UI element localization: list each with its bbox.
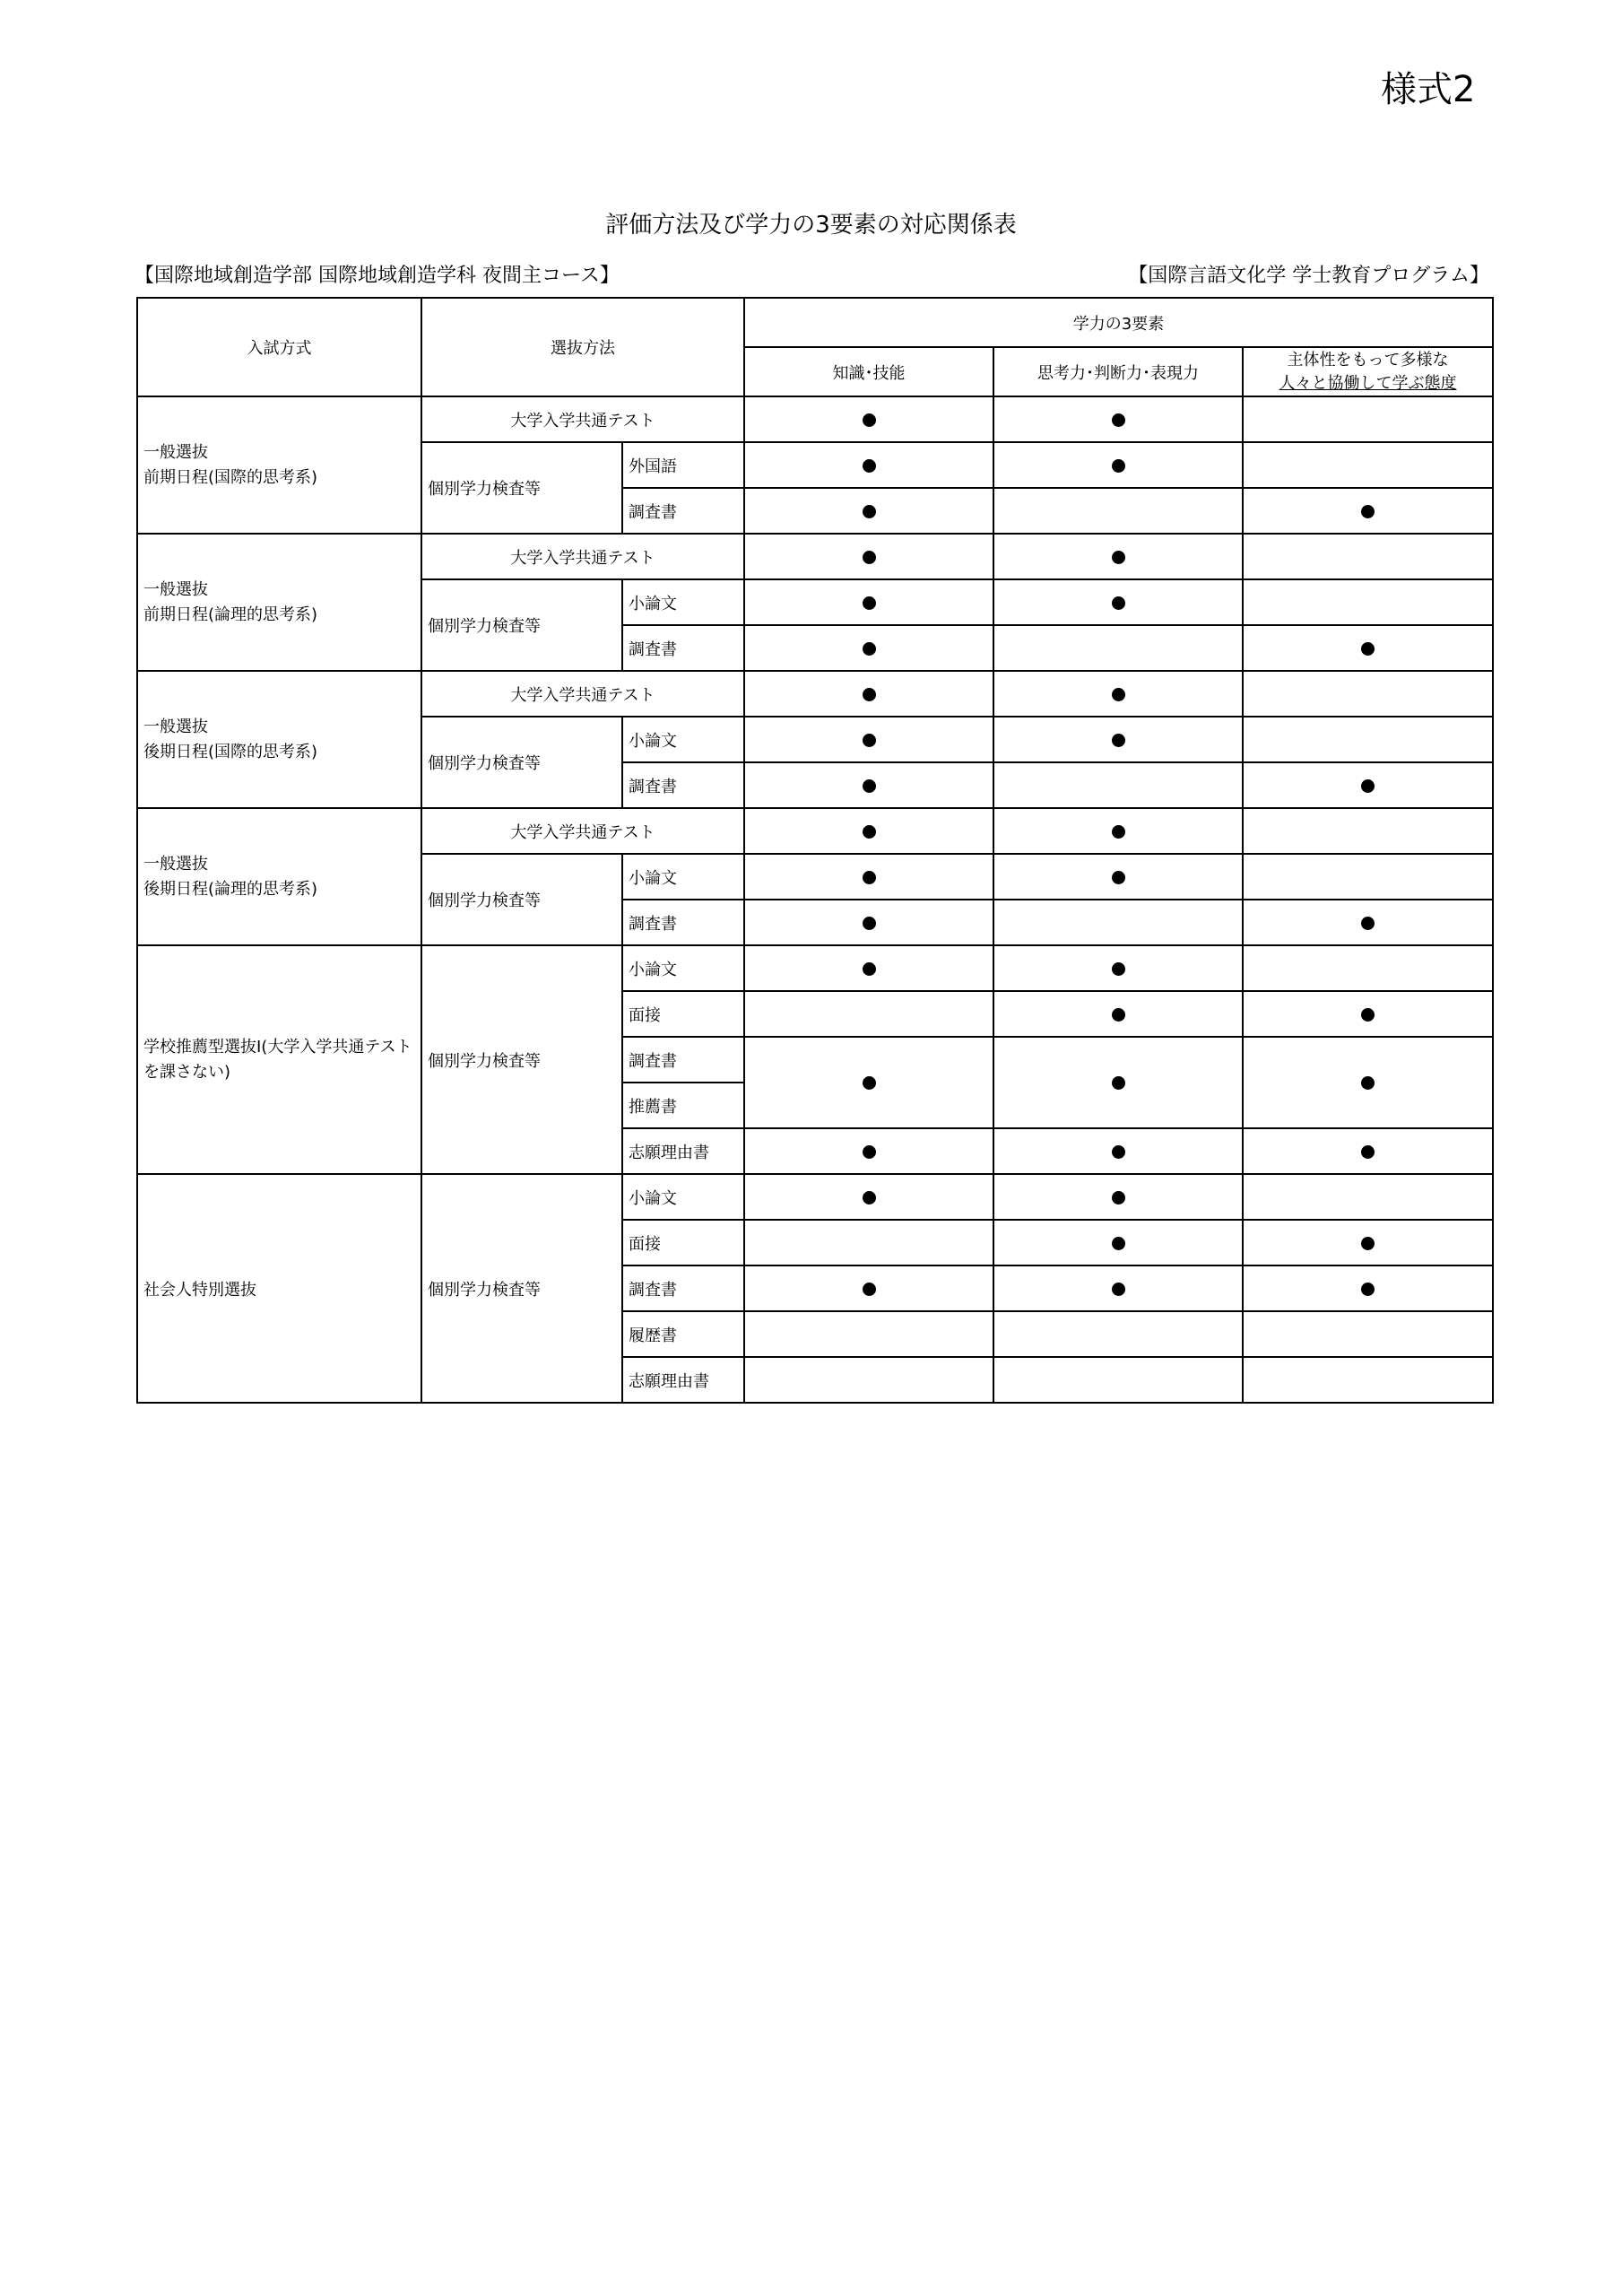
mark-dot [863,917,876,930]
mark-cell [744,488,993,534]
mark-dot [863,1076,876,1090]
empty-cell [1243,717,1493,762]
document-title: 評価方法及び学力の3要素の対応関係表 [605,212,1017,239]
mark-cell [1243,625,1493,671]
method-line2: 後期日程(論理的思考系) [143,879,318,899]
program-label: 【国際言語文化学 学士教育プログラム】 [1128,265,1489,287]
method-line2: 前期日程(論理的思考系) [143,604,318,624]
method-line2: 後期日程(国際的思考系) [143,742,318,761]
method-line1: 一般選抜 [143,717,208,736]
common-test-cell: 大学入学共通テスト [421,808,744,854]
mark-cell [1243,488,1493,534]
header-elements: 学力の3要素 [744,298,1493,347]
table-row [137,671,1493,717]
mark-dot [1112,459,1125,473]
item-label: 調査書 [622,1037,744,1083]
individual-cell: 個別学力検査等 [421,579,622,671]
empty-cell [744,991,993,1037]
mark-dot [1112,688,1125,701]
mark-dot [1112,1283,1125,1296]
mark-cell [993,1174,1243,1220]
header-attitude-line2: 人々と協働して学ぶ態度 [1279,373,1457,393]
mark-cell [744,945,993,991]
empty-cell [744,1357,993,1403]
empty-cell [993,762,1243,808]
table-row [137,1174,1493,1220]
method-cell-recommend: 学校推薦型選抜Ⅰ(大学入学共通テストを課さない) [137,945,421,1174]
method-cell [137,534,421,671]
mark-cell [1243,762,1493,808]
header-attitude-line1: 主体性をもって多様な [1287,350,1449,370]
mark-dot [863,642,876,656]
mark-dot [863,962,876,976]
item-label: 小論文 [622,1174,744,1220]
header-row [137,298,1493,347]
mark-dot [863,596,876,610]
mark-cell [993,808,1243,854]
evaluation-table [136,297,1494,1404]
method-cell [137,671,421,808]
mark-dot [1361,505,1375,518]
individual-cell: 個別学力検査等 [421,945,622,1174]
mark-dot [863,734,876,747]
mark-dot [863,825,876,839]
header-knowledge: 知識･技能 [744,347,993,396]
mark-cell [993,1220,1243,1265]
empty-cell [1243,854,1493,900]
header-attitude [1243,347,1493,396]
mark-cell [744,534,993,579]
mark-cell [993,1037,1243,1128]
mark-dot [863,459,876,473]
table-row [137,808,1493,854]
item-label: 調査書 [622,900,744,945]
method-line2: 前期日程(国際的思考系) [143,467,318,487]
mark-cell [744,1037,993,1128]
header-method: 入試方式 [137,298,421,396]
mark-dot [1361,917,1375,930]
individual-cell: 個別学力検査等 [421,717,622,808]
mark-cell [744,1128,993,1174]
mark-cell [1243,1265,1493,1311]
item-label: 志願理由書 [622,1357,744,1403]
mark-cell [744,1174,993,1220]
mark-cell [993,1128,1243,1174]
mark-cell [744,717,993,762]
mark-cell [993,1265,1243,1311]
mark-cell [1243,1128,1493,1174]
mark-dot [1361,1008,1375,1022]
item-label: 推薦書 [622,1083,744,1128]
empty-cell [1243,1357,1493,1403]
form-number: 様式2 [1381,69,1476,110]
item-label: 志願理由書 [622,1128,744,1174]
mark-cell [744,900,993,945]
empty-cell [1243,1174,1493,1220]
mark-dot [1112,1076,1125,1090]
mark-dot [863,1283,876,1296]
mark-cell [1243,900,1493,945]
mark-dot [1361,1076,1375,1090]
mark-dot [863,1191,876,1205]
item-label: 小論文 [622,945,744,991]
mark-dot [1361,1145,1375,1159]
mark-cell [744,671,993,717]
table-row [137,945,1493,991]
empty-cell [1243,808,1493,854]
header-selection: 選抜方法 [421,298,744,396]
mark-dot [1361,779,1375,793]
item-label: 調査書 [622,488,744,534]
common-test-cell: 大学入学共通テスト [421,396,744,442]
empty-cell [1243,534,1493,579]
item-label: 調査書 [622,625,744,671]
empty-cell [1243,396,1493,442]
empty-cell [744,1311,993,1357]
empty-cell [1243,945,1493,991]
empty-cell [744,1220,993,1265]
item-label: 小論文 [622,717,744,762]
mark-dot [1112,1008,1125,1022]
mark-cell [993,396,1243,442]
individual-cell: 個別学力検査等 [421,1174,622,1403]
mark-dot [1112,413,1125,427]
mark-cell [993,671,1243,717]
mark-dot [1112,1191,1125,1205]
mark-dot [863,505,876,518]
mark-dot [1112,734,1125,747]
empty-cell [1243,442,1493,488]
item-label: 小論文 [622,579,744,625]
method-line1: 一般選抜 [143,579,208,599]
mark-dot [863,551,876,564]
mark-dot [1112,1237,1125,1250]
mark-cell [744,579,993,625]
mark-cell [1243,1037,1493,1128]
method-line1: 一般選抜 [143,854,208,874]
mark-cell [993,854,1243,900]
item-label: 外国語 [622,442,744,488]
mark-dot [1361,1283,1375,1296]
individual-cell: 個別学力検査等 [421,442,622,534]
mark-cell [1243,991,1493,1037]
empty-cell [1243,671,1493,717]
table-row [137,396,1493,442]
empty-cell [993,488,1243,534]
common-test-cell: 大学入学共通テスト [421,534,744,579]
mark-dot [1361,642,1375,656]
mark-cell [744,396,993,442]
empty-cell [993,1357,1243,1403]
mark-dot [1112,962,1125,976]
mark-cell [744,762,993,808]
empty-cell [993,625,1243,671]
empty-cell [1243,579,1493,625]
empty-cell [1243,1311,1493,1357]
mark-dot [863,688,876,701]
item-label: 面接 [622,1220,744,1265]
mark-cell [744,808,993,854]
item-label: 調査書 [622,762,744,808]
method-cell [137,808,421,945]
mark-dot [863,413,876,427]
mark-cell [993,442,1243,488]
mark-cell [1243,1220,1493,1265]
mark-cell [993,945,1243,991]
mark-dot [1112,551,1125,564]
mark-dot [1361,1237,1375,1250]
mark-dot [863,779,876,793]
mark-dot [1112,825,1125,839]
mark-dot [863,871,876,884]
mark-cell [993,717,1243,762]
item-label: 履歴書 [622,1311,744,1357]
item-label: 面接 [622,991,744,1037]
method-line1: 一般選抜 [143,442,208,462]
faculty-label: 【国際地域創造学部 国際地域創造学科 夜間主コース】 [134,265,620,287]
mark-dot [1112,871,1125,884]
header-thinking: 思考力･判断力･表現力 [993,347,1243,396]
mark-cell [744,854,993,900]
table-row [137,534,1493,579]
mark-cell [744,442,993,488]
mark-dot [1112,596,1125,610]
mark-cell [993,534,1243,579]
empty-cell [993,900,1243,945]
item-label: 小論文 [622,854,744,900]
item-label: 調査書 [622,1265,744,1311]
method-cell-working: 社会人特別選抜 [137,1174,421,1403]
mark-cell [744,625,993,671]
mark-cell [993,991,1243,1037]
common-test-cell: 大学入学共通テスト [421,671,744,717]
mark-dot [863,1145,876,1159]
mark-cell [744,1265,993,1311]
mark-cell [993,579,1243,625]
empty-cell [993,1311,1243,1357]
mark-dot [1112,1145,1125,1159]
individual-cell: 個別学力検査等 [421,854,622,945]
method-cell [137,396,421,534]
